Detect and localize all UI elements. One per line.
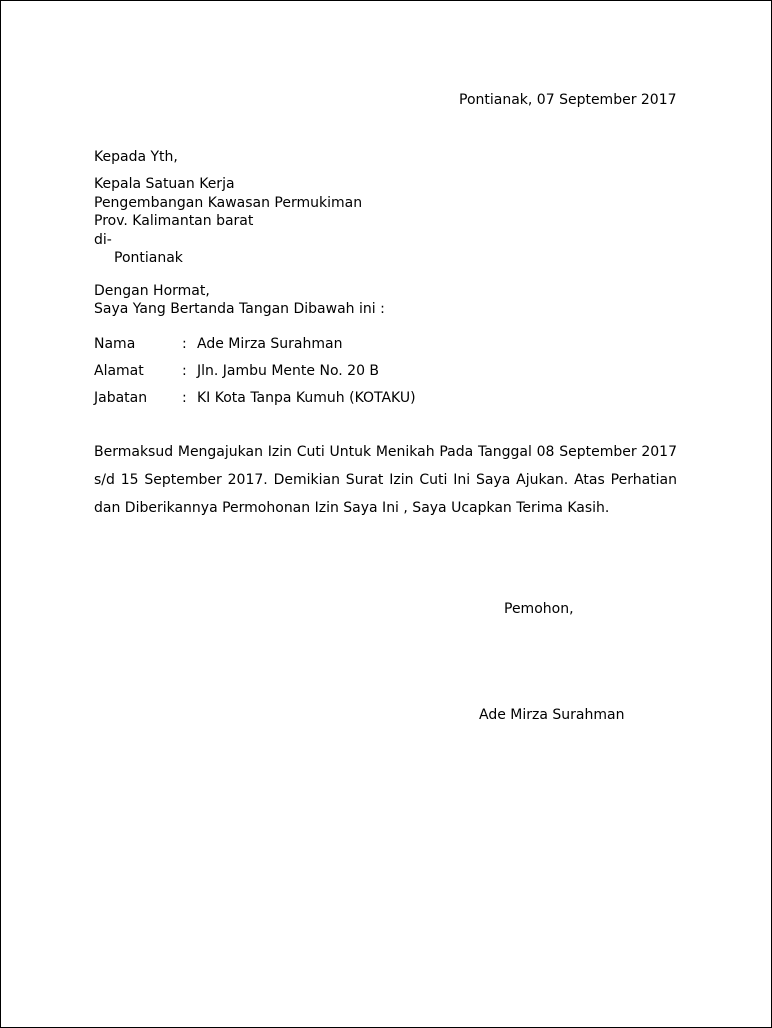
closing: Pemohon, bbox=[504, 601, 574, 617]
field-label: Alamat bbox=[94, 363, 144, 379]
field-colon: : bbox=[182, 336, 187, 352]
field-colon: : bbox=[182, 390, 187, 406]
signer-name: Ade Mirza Surahman bbox=[479, 707, 625, 723]
recipient-line-5: Pontianak bbox=[114, 250, 183, 266]
greeting: Dengan Hormat, bbox=[94, 283, 210, 299]
place-date: Pontianak, 07 September 2017 bbox=[459, 92, 677, 108]
recipient-line-4: di- bbox=[94, 231, 112, 248]
recipient-line-2: Pengembangan Kawasan Permukiman bbox=[94, 194, 363, 211]
field-value: Ade Mirza Surahman bbox=[197, 336, 343, 352]
recipient-line-1: Kepala Satuan Kerja bbox=[94, 176, 235, 192]
body-paragraph: Bermaksud Mengajukan Izin Cuti Untuk Menikah Pada Tanggal 08 September 2017 s/d 15 September 2017. Demikian Surat Izin Cuti Ini Saya Ajukan. Atas Perhatian dan Diberikannya Permohonan Izin Saya Ini , Saya Ucapkan Terima Kasih. bbox=[94, 444, 677, 516]
field-value: Jln. Jambu Mente No. 20 B bbox=[197, 363, 380, 379]
salutation-to: Kepada Yth, bbox=[94, 149, 178, 165]
field-colon: : bbox=[182, 363, 187, 379]
recipient-line-3: Prov. Kalimantan barat bbox=[94, 213, 254, 229]
recipient-address bbox=[94, 175, 362, 268]
intro-line: Saya Yang Bertanda Tangan Dibawah ini : bbox=[94, 301, 385, 317]
field-value: KI Kota Tanpa Kumuh (KOTAKU) bbox=[197, 390, 416, 406]
field-label: Nama bbox=[94, 336, 136, 352]
field-label: Jabatan bbox=[94, 390, 148, 406]
